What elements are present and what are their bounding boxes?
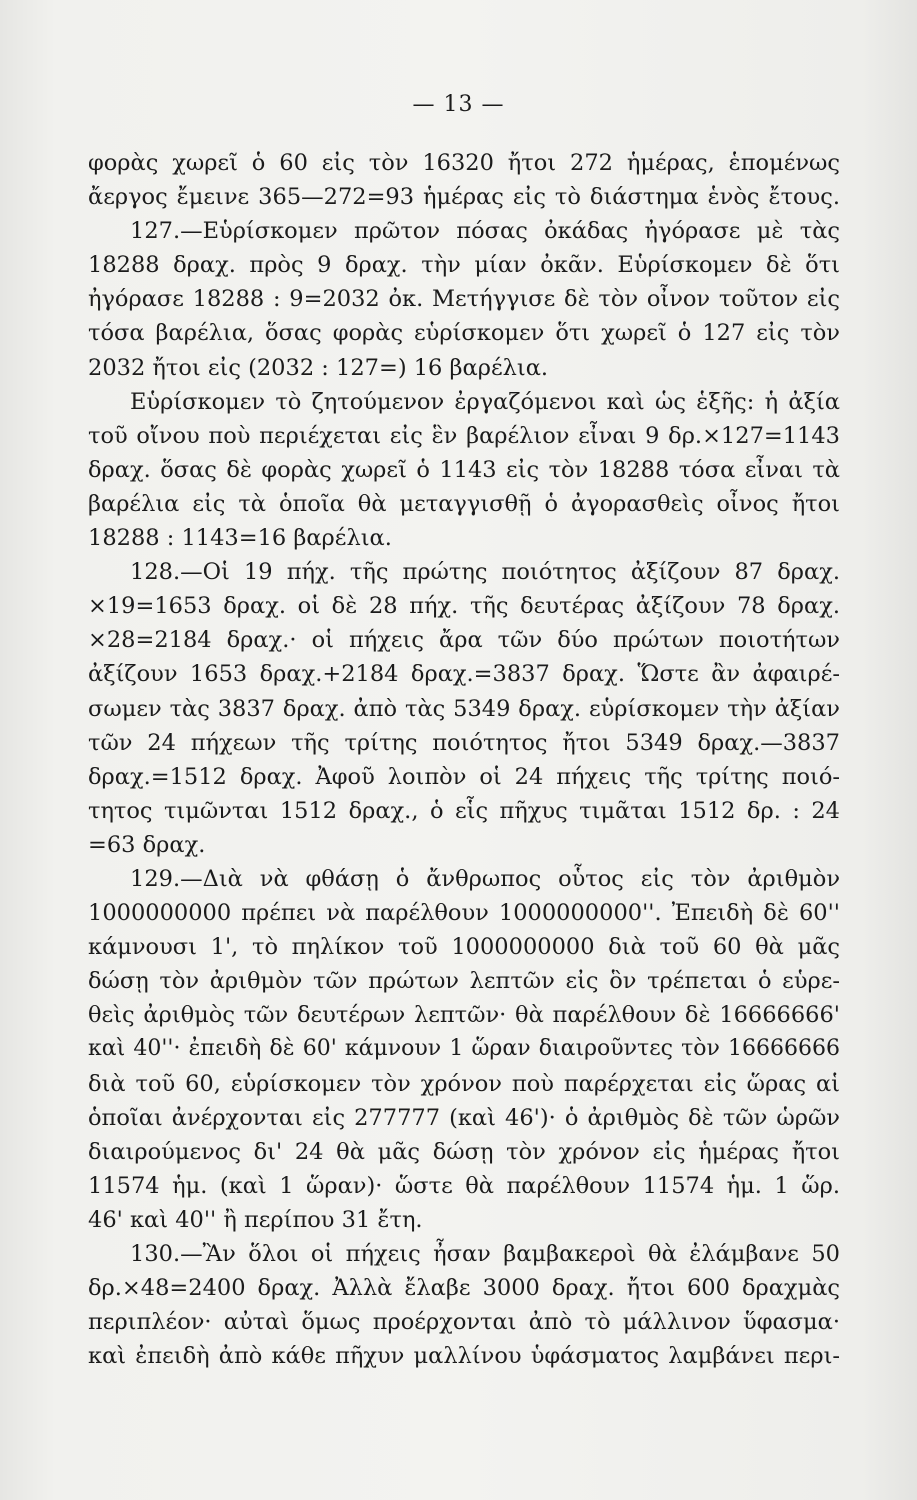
text-line: 1000000000 πρέπει νὰ παρέλθουν 1000000000''. Ἐπειδὴ δὲ 60'': [88, 900, 840, 927]
text-line: 18288 δραχ. πρὸς 9 δραχ. τὴν μίαν ὀκᾶν. Εὑρίσκομεν δὲ ὅτι: [88, 252, 840, 279]
text-line: 127.—Εὑρίσκομεν πρῶτον πόσας ὀκάδας ἠγόρασε μὲ τὰς: [130, 218, 840, 245]
text-line: τῶν 24 πήχεων τῆς τρίτης ποιότητος ἤτοι 5349 δραχ.—3837: [88, 729, 840, 756]
text-line: διαιρούμενος δι' 24 θὰ μᾶς δώσῃ τὸν χρόνον εἰς ἡμέρας ἤτοι: [88, 1138, 840, 1165]
text-line: βαρέλια εἰς τὰ ὁποῖα θὰ μεταγγισθῇ ὁ ἀγορασθεὶς οἶνος ἤτοι: [88, 490, 840, 517]
text-line: φορὰς χωρεῖ ὁ 60 εἰς τὸν 16320 ἤτοι 272 ἡμέρας, ἑπομένως: [88, 150, 840, 176]
text-line: 2032 ἤτοι εἰς (2032 : 127=) 16 βαρέλια.: [88, 354, 549, 381]
text-line: 128.—Οἱ 19 πήχ. τῆς πρώτης ποιότητος ἀξίζουν 87 δραχ.: [130, 559, 840, 586]
text-line: διὰ τοῦ 60, εὑρίσκομεν τὸν χρόνον ποὺ παρέρχεται εἰς ὥρας αἱ: [88, 1070, 840, 1097]
text-line: τόσα βαρέλια, ὅσας φορὰς εὑρίσκομεν ὅτι χωρεῖ ὁ 127 εἰς τὸν: [88, 320, 840, 347]
text-line: καὶ ἐπειδὴ ἀπὸ κάθε πῆχυν μαλλίνου ὑφάσματος λαμβάνει περι-: [88, 1343, 840, 1370]
text-line: ×28=2184 δραχ.· οἱ πήχεις ἄρα τῶν δύο πρώτων ποιοτήτων: [88, 627, 840, 654]
text-line: 130.—Ἂν ὅλοι οἱ πήχεις ἦσαν βαμβακεροὶ θὰ ἐλάμβανε 50: [130, 1241, 840, 1267]
text-line: ἀξίζουν 1653 δραχ.+2184 δραχ.=3837 δραχ. Ὥστε ἂν ἀφαιρέ-: [88, 661, 840, 688]
text-line: περιπλέον· αὐταὶ ὅμως προέρχονται ἀπὸ τὸ μάλλινον ὕφασμα·: [88, 1309, 840, 1336]
page-number: — 13 —: [412, 92, 505, 117]
text-line: τητος τιμῶνται 1512 δραχ., ὁ εἷς πῆχυς τιμᾶται 1512 δρ. : 24: [88, 797, 840, 824]
text-line: θεὶς ἀριθμὸς τῶν δευτέρων λεπτῶν· θὰ παρέλθουν δὲ 16666666': [88, 1002, 840, 1029]
text-line: κάμνουσι 1', τὸ πηλίκον τοῦ 1000000000 διὰ τοῦ 60 θὰ μᾶς: [88, 934, 840, 961]
text-line: 46' καὶ 40'' ἢ περίπου 31 ἔτη.: [88, 1206, 423, 1233]
text-line: 18288 : 1143=16 βαρέλια.: [88, 525, 392, 552]
text-line: δραχ.=1512 δραχ. Ἀφοῦ λοιπὸν οἱ 24 πήχεις τῆς τρίτης ποιό-: [88, 763, 840, 790]
text-line: ἠγόρασε 18288 : 9=2032 ὀκ. Μετήγγισε δὲ τὸν οἶνον τοῦτον εἰς: [88, 286, 840, 313]
text-line: δώσῃ τὸν ἀριθμὸν τῶν πρώτων λεπτῶν εἰς ὃν τρέπεται ὁ εὑρε-: [88, 968, 840, 995]
text-line: τοῦ οἴνου ποὺ περιέχεται εἰς ἓν βαρέλιον εἶναι 9 δρ.×127=1143: [88, 422, 840, 449]
text-line: δρ.×48=2400 δραχ. Ἀλλὰ ἔλαβε 3000 δραχ. ἤτοι 600 δραχμὰς: [88, 1275, 840, 1302]
text-line: 11574 ἡμ. (καὶ 1 ὥραν)· ὥστε θὰ παρέλθουν 11574 ἡμ. 1 ὥρ.: [88, 1172, 840, 1199]
text-line: Εὑρίσκομεν τὸ ζητούμενον ἐργαζόμενοι καὶ ὡς ἑξῆς: ἡ ἀξία: [130, 388, 840, 415]
text-line: =63 δραχ.: [88, 831, 206, 858]
text-line: δραχ. ὅσας δὲ φορὰς χωρεῖ ὁ 1143 εἰς τὸν 18288 τόσα εἶναι τὰ: [88, 456, 840, 483]
text-line: 129.—Διὰ νὰ φθάσῃ ὁ ἄνθρωπος οὗτος εἰς τὸν ἀριθμὸν: [130, 865, 840, 892]
page-body-text: [88, 146, 840, 1373]
text-line: καὶ 40''· ἐπειδὴ δὲ 60' κάμνουν 1 ὥραν διαιροῦντες τὸν 16666666: [88, 1036, 840, 1062]
text-line: σωμεν τὰς 3837 δραχ. ἀπὸ τὰς 5349 δραχ. εὑρίσκομεν τὴν ἀξίαν: [88, 695, 840, 722]
text-line: ×19=1653 δραχ. οἱ δὲ 28 πήχ. τῆς δευτέρας ἀξίζουν 78 δραχ.: [88, 593, 840, 620]
text-line: ὁποῖαι ἀνέρχονται εἰς 277777 (καὶ 46')· ὁ ἀριθμὸς δὲ τῶν ὡρῶν: [88, 1104, 840, 1131]
text-line: ἄεργος ἔμεινε 365—272=93 ἡμέρας εἰς τὸ διάστημα ἑνὸς ἔτους.: [88, 184, 840, 211]
